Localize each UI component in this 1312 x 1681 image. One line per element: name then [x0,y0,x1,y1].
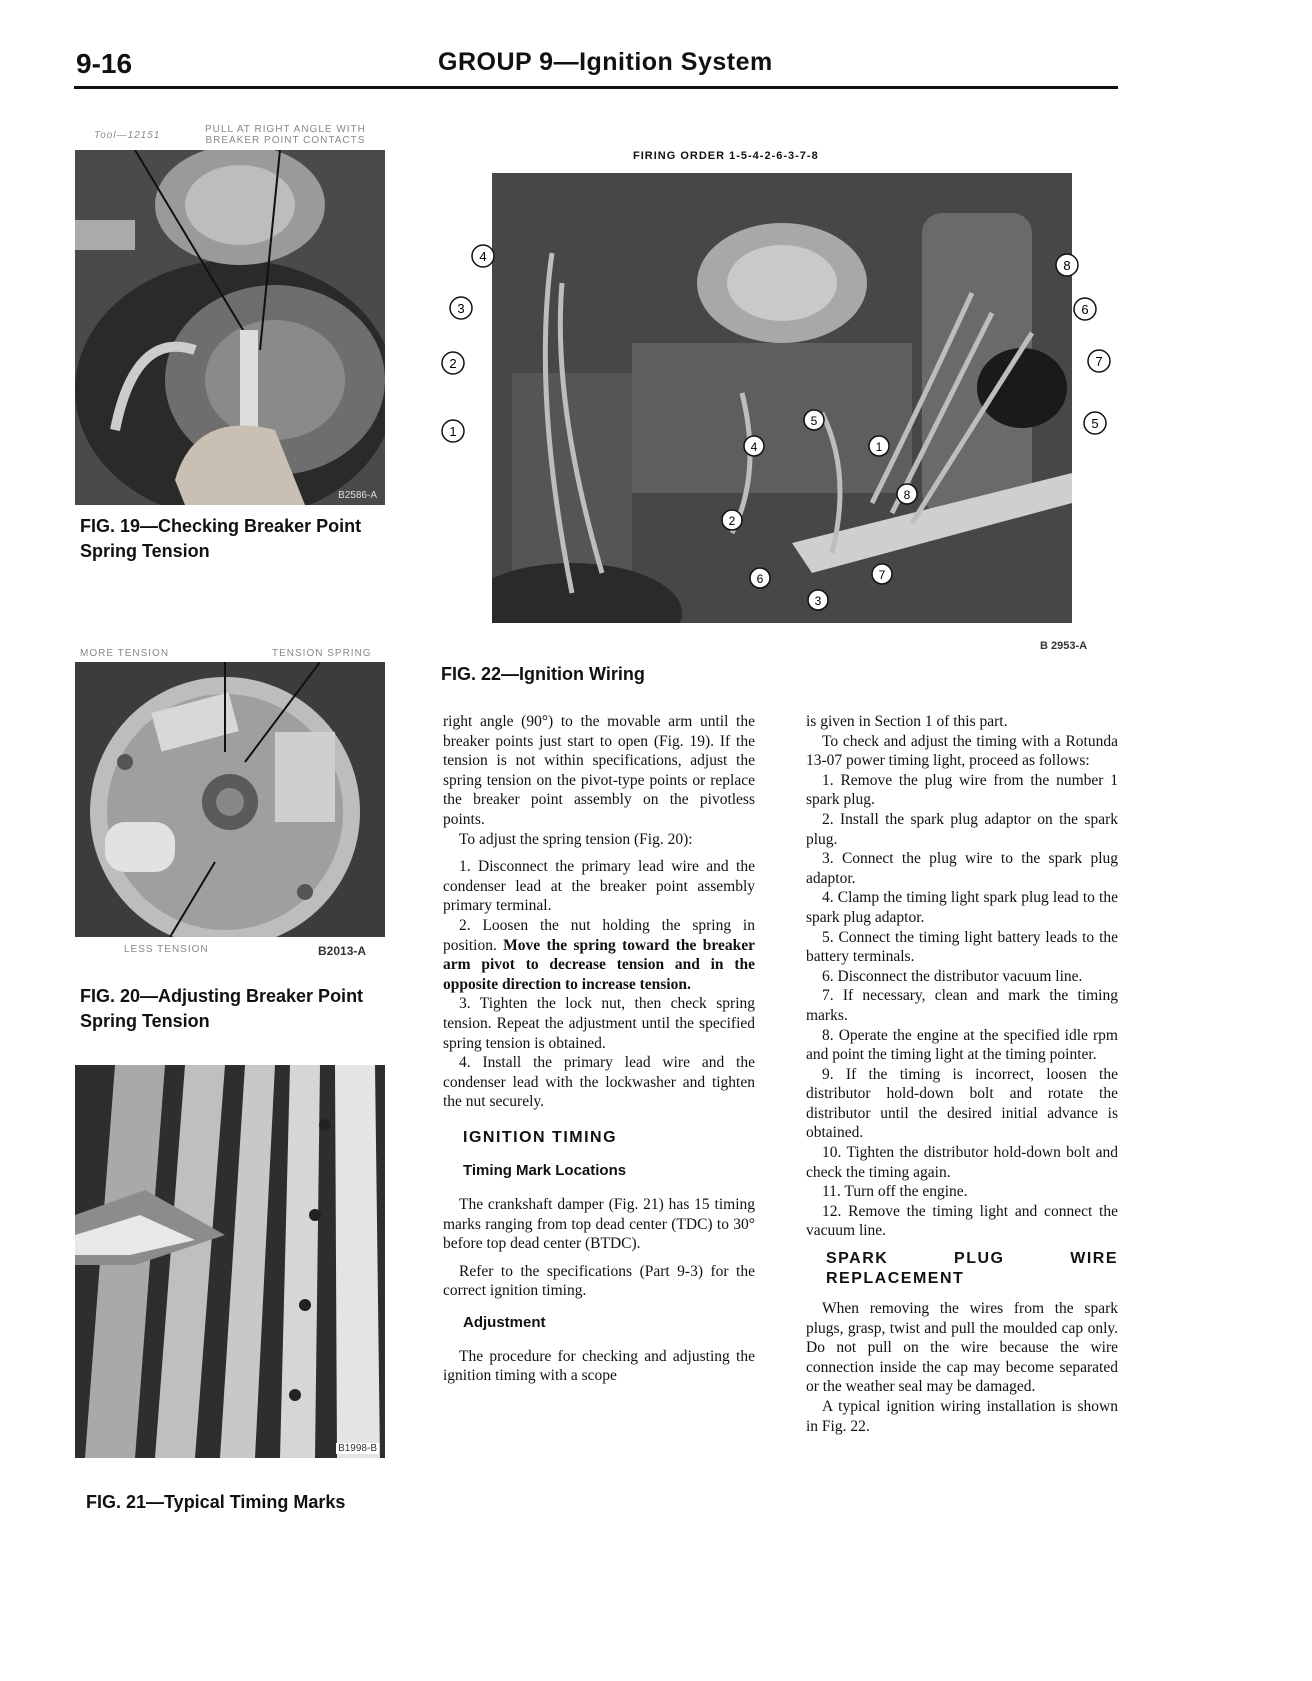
fig22-code: B 2953-A [1040,640,1088,652]
text-column-2 [806,712,1118,1436]
col2-step-5: 5. Connect the timing light battery leads to the battery terminals. [806,928,1118,966]
col2-para-3: When removing the wires from the spark plugs, grasp, twist and pull the moulded cap only. Do not pull on the wire because the wire connection inside the cap may become separated or the weather seal may be damaged. [806,1300,1118,1396]
fig20-photo [75,662,385,937]
col2-step-1: 1. Remove the plug wire from the number 1 spark plug. [806,771,1118,809]
col1-step-1: 1. Disconnect the primary lead wire and the condenser lead at the breaker point assembly primary terminal. [443,858,755,915]
fig22-callout-inner-3-text: 1 [875,440,883,454]
fig22-callout-inner-8 [806,588,830,617]
fig22-callout-right-4-text: 5 [1091,416,1099,431]
col1-para-3: The crankshaft damper (Fig. 21) has 15 timing marks ranging from top dead center (TDC) to 30° before top dead center (BTDC). [443,1196,755,1253]
fig22-callout-right-2 [1072,296,1098,327]
col2-step-4: 4. Clamp the timing light spark plug lead to the spark plug adaptor. [806,889,1118,926]
fig22-callout-left-1 [470,243,496,274]
fig22-callout-left-2 [448,295,474,326]
fig22-callout-left-3-text: 2 [449,356,457,371]
fig21-caption: FIG. 21—Typical Timing Marks [86,1492,346,1512]
col2-step-6: 6. Disconnect the distributor vacuum line. [822,967,1083,985]
fig19-code: B2586-A [338,490,377,501]
col2-step-10: 10. Tighten the distributor hold-down bolt and check the timing again. [806,1144,1118,1181]
text-column-1 [443,712,755,1386]
fig22-callout-left-4-text: 1 [449,424,457,439]
fig19-caption [80,514,361,564]
subheading-adjustment: Adjustment [463,1314,546,1332]
header-rule [74,86,1118,89]
fig22-callout-inner-7-text: 7 [878,568,886,582]
subheading-timing-mark-locations: Timing Mark Locations [463,1162,627,1180]
fig22-callout-right-1-text: 8 [1063,258,1071,273]
section-heading-spark-plug-wire: SPARK PLUG WIRE REPLACEMENT [826,1250,1118,1288]
col1-para-5: The procedure for checking and adjusting the ignition timing with a scope [443,1347,755,1385]
firing-order-label: FIRING ORDER 1-5-4-2-6-3-7-8 [633,150,819,162]
fig20-more-label: MORE TENSION [80,648,170,659]
fig22-callout-inner-3 [867,434,891,463]
fig22-callout-inner-6-text: 6 [756,572,764,586]
fig20-less-label: LESS TENSION [124,944,209,955]
col2-step-2: 2. Install the spark plug adaptor on the spark plug. [806,810,1118,848]
col2-step-7: 7. If necessary, clean and mark the timing marks. [806,987,1118,1024]
section-heading-ignition-timing: IGNITION TIMING [463,1128,618,1146]
fig19-tool-label: Tool—12151 [94,130,161,141]
fig22-caption: FIG. 22—Ignition Wiring [441,664,645,684]
col2-para-1: is given in Section 1 of this part. [806,713,1008,730]
fig22-callout-right-2-text: 6 [1081,302,1089,317]
col1-para-1: right angle (90°) to the movable arm until the breaker points just start to open (Fig. 19). If the tension is not within specifications, adjust the spring tension on the pivot-type points or replace the breaker point assembly on the pivotless points. [443,713,755,828]
fig22-callout-inner-8-text: 3 [814,594,822,608]
fig22-callout-inner-5-text: 2 [728,514,736,528]
col1-step-2-emphasis: Move the spring toward the breaker arm pivot to decrease tension and in the opposite direction to increase tension. [443,936,755,993]
col2-step-8: 8. Operate the engine at the specified idle rpm and point the timing light at the timing pointer. [806,1026,1118,1064]
fig22-photo [492,173,1072,623]
col2-step-3: 3. Connect the plug wire to the spark plug adaptor. [806,850,1118,887]
fig22-callout-left-1-text: 4 [479,249,487,264]
fig22-callout-inner-5 [720,508,744,537]
fig22-callout-inner-2 [742,434,766,463]
col2-step-11: 11. Turn off the engine. [822,1183,968,1201]
fig21-photo [75,1065,385,1458]
page-header-title: GROUP 9—Ignition System [438,48,773,76]
col1-step-4: 4. Install the primary lead wire and the condenser lead with the lockwasher and tighten the nut securely. [443,1054,755,1111]
fig22-callout-left-2-text: 3 [457,301,465,316]
fig22-callout-right-4 [1082,410,1108,441]
col2-step-9: 9. If the timing is incorrect, loosen the distributor hold-down bolt and rotate the distributor until the desired initial advance is obtained. [806,1065,1118,1142]
fig22-callout-inner-4-text: 8 [903,488,911,502]
fig22-callout-right-3-text: 7 [1095,354,1103,369]
fig20-caption [80,984,363,1034]
page-number: 9-16 [76,48,133,79]
fig21-code: B1998-B [338,1443,377,1454]
fig22-callout-inner-6 [748,566,772,595]
col1-para-4: Refer to the specifications (Part 9-3) for the correct ignition timing. [443,1262,755,1300]
fig22-callout-left-4 [440,418,466,449]
fig20-spring-label: TENSION SPRING [272,648,372,659]
fig19-caption-line2: Spring Tension [80,541,210,561]
fig22-callout-inner-1-text: 5 [810,414,818,428]
fig19-pull-label-line1: PULL AT RIGHT ANGLE WITH [205,124,366,135]
fig20-caption-line1: FIG. 20—Adjusting Breaker Point [80,986,364,1006]
fig19-photo [75,150,385,505]
fig22-callout-right-3 [1086,348,1112,379]
col2-para-2: To check and adjust the timing with a Rotunda 13-07 power timing light, proceed as follows: [806,732,1118,770]
fig22-callout-inner-2-text: 4 [750,440,758,454]
fig20-caption-line2: Spring Tension [80,1011,210,1031]
fig20-code: B2013-A [318,944,367,958]
col2-para-4: A typical ignition wiring installation is shown in Fig. 22. [806,1398,1118,1435]
col2-step-12: 12. Remove the timing light and connect the vacuum line. [806,1202,1118,1240]
fig19-caption-line1: FIG. 19—Checking Breaker Point [80,516,362,536]
fig22-callout-right-1 [1054,252,1080,283]
fig22-callout-inner-7 [870,562,894,591]
col1-step-3: 3. Tighten the lock nut, then check spring tension. Repeat the adjustment until the specified spring tension is obtained. [443,995,755,1052]
fig22-callout-left-3 [440,350,466,381]
fig19-pull-label-line2: BREAKER POINT CONTACTS [205,135,366,146]
col1-step-2 [443,916,755,994]
col1-step-2-text: 2. Loosen the nut holding the spring in position. [443,916,755,954]
fig19-pull-label [205,124,366,146]
fig22-callout-inner-1 [802,408,826,437]
fig22-callout-inner-4 [895,482,919,511]
col1-para-2: To adjust the spring tension (Fig. 20): [459,830,693,848]
